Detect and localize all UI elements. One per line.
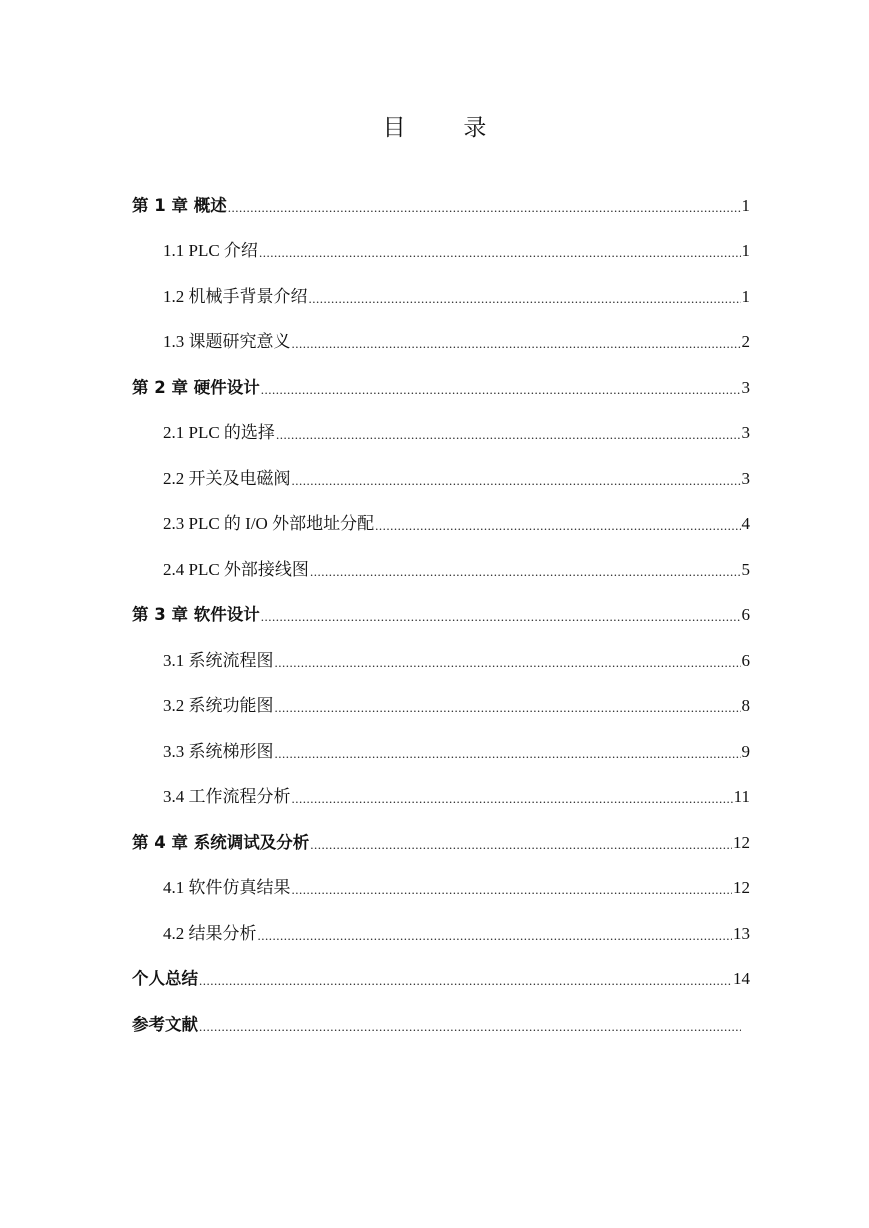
toc-entry-2-3[interactable] — [132, 502, 750, 548]
toc-entry-label: 参考文献 — [132, 1014, 198, 1034]
toc-page-number: 6 — [741, 605, 750, 625]
toc-entry-label: 2.3 PLC 的 I/O 外部地址分配 — [163, 514, 375, 534]
toc-entry-label: 2.2 开关及电磁阀 — [163, 468, 291, 488]
toc-entry-label: 2.4 PLC 外部接线图 — [163, 559, 309, 579]
toc-entry-label: 第 2 章 硬件设计 — [132, 377, 260, 397]
toc-page-number: 5 — [741, 559, 750, 579]
dot-leader — [375, 514, 740, 538]
toc-entry-2-4[interactable] — [132, 547, 750, 593]
dot-leader — [292, 332, 741, 356]
toc-entry-chapter-4[interactable] — [132, 820, 750, 866]
dot-leader — [199, 1015, 741, 1039]
toc-page-number: 3 — [741, 468, 750, 488]
dot-leader — [261, 605, 741, 629]
toc-page-number: 9 — [741, 741, 750, 761]
dot-leader — [292, 878, 733, 902]
toc-entry-label: 1.2 机械手背景介绍 — [163, 286, 308, 306]
toc-page-number: 1 — [741, 195, 750, 215]
toc-entry-summary[interactable] — [132, 957, 750, 1003]
toc-page-number: 1 — [741, 241, 750, 261]
toc-entry-2-2[interactable] — [132, 456, 750, 502]
toc-entry-label: 2.1 PLC 的选择 — [163, 423, 275, 443]
dot-leader — [258, 924, 733, 948]
toc-entry-label: 1.1 PLC 介绍 — [163, 241, 258, 261]
toc-entry-label: 1.3 课题研究意义 — [163, 332, 291, 352]
toc-page-number: 3 — [741, 423, 750, 443]
toc-entry-3-1[interactable] — [132, 638, 750, 684]
toc-page-number: 12 — [733, 832, 750, 852]
page-title: 目 录 — [382, 115, 513, 140]
toc-entry-label: 3.2 系统功能图 — [163, 696, 274, 716]
dot-leader — [199, 969, 732, 993]
dot-leader — [309, 287, 741, 311]
toc-entry-1-3[interactable] — [132, 320, 750, 366]
toc-entry-chapter-2[interactable] — [132, 365, 750, 411]
dot-leader — [275, 742, 741, 766]
dot-leader — [310, 560, 741, 584]
toc-entry-label: 个人总结 — [132, 969, 198, 989]
toc-page-number: 14 — [733, 969, 750, 989]
dot-leader — [261, 378, 741, 402]
toc-page-number: 4 — [741, 514, 750, 534]
toc-entry-label: 3.4 工作流程分析 — [163, 787, 291, 807]
toc-page-number: 1 — [741, 286, 750, 306]
toc-page-number: 8 — [741, 696, 750, 716]
toc-page-number: 13 — [733, 923, 750, 943]
toc-page-number: 3 — [741, 377, 750, 397]
toc-entry-label: 4.1 软件仿真结果 — [163, 878, 291, 898]
dot-leader — [275, 651, 741, 675]
toc-entry-2-1[interactable] — [132, 411, 750, 457]
dot-leader — [228, 196, 741, 220]
dot-leader — [292, 469, 741, 493]
toc-entry-chapter-1[interactable] — [132, 183, 750, 229]
dot-leader — [310, 833, 732, 857]
toc-entry-label: 第 3 章 软件设计 — [132, 605, 260, 625]
dot-leader — [275, 696, 741, 720]
dot-leader — [259, 241, 741, 265]
toc-page-number: 12 — [733, 878, 750, 898]
toc-entry-3-4[interactable] — [132, 775, 750, 821]
toc-entry-4-2[interactable] — [132, 911, 750, 957]
toc-page-number: 2 — [741, 332, 750, 352]
toc-entry-label: 第 4 章 系统调试及分析 — [132, 832, 310, 852]
toc-page-number: 6 — [741, 650, 750, 670]
table-of-contents — [132, 183, 750, 1048]
toc-page-number: 11 — [733, 787, 750, 807]
toc-entry-label: 3.3 系统梯形图 — [163, 741, 274, 761]
toc-entry-3-3[interactable] — [132, 729, 750, 775]
toc-entry-chapter-3[interactable] — [132, 593, 750, 639]
toc-entry-label: 4.2 结果分析 — [163, 923, 257, 943]
toc-entry-3-2[interactable] — [132, 684, 750, 730]
toc-entry-label: 3.1 系统流程图 — [163, 650, 274, 670]
dot-leader — [292, 787, 733, 811]
toc-entry-1-2[interactable] — [132, 274, 750, 320]
toc-entry-label: 第 1 章 概述 — [132, 195, 227, 215]
dot-leader — [276, 423, 741, 447]
toc-entry-1-1[interactable] — [132, 229, 750, 275]
toc-entry-references[interactable] — [132, 1002, 750, 1048]
toc-entry-4-1[interactable] — [132, 866, 750, 912]
